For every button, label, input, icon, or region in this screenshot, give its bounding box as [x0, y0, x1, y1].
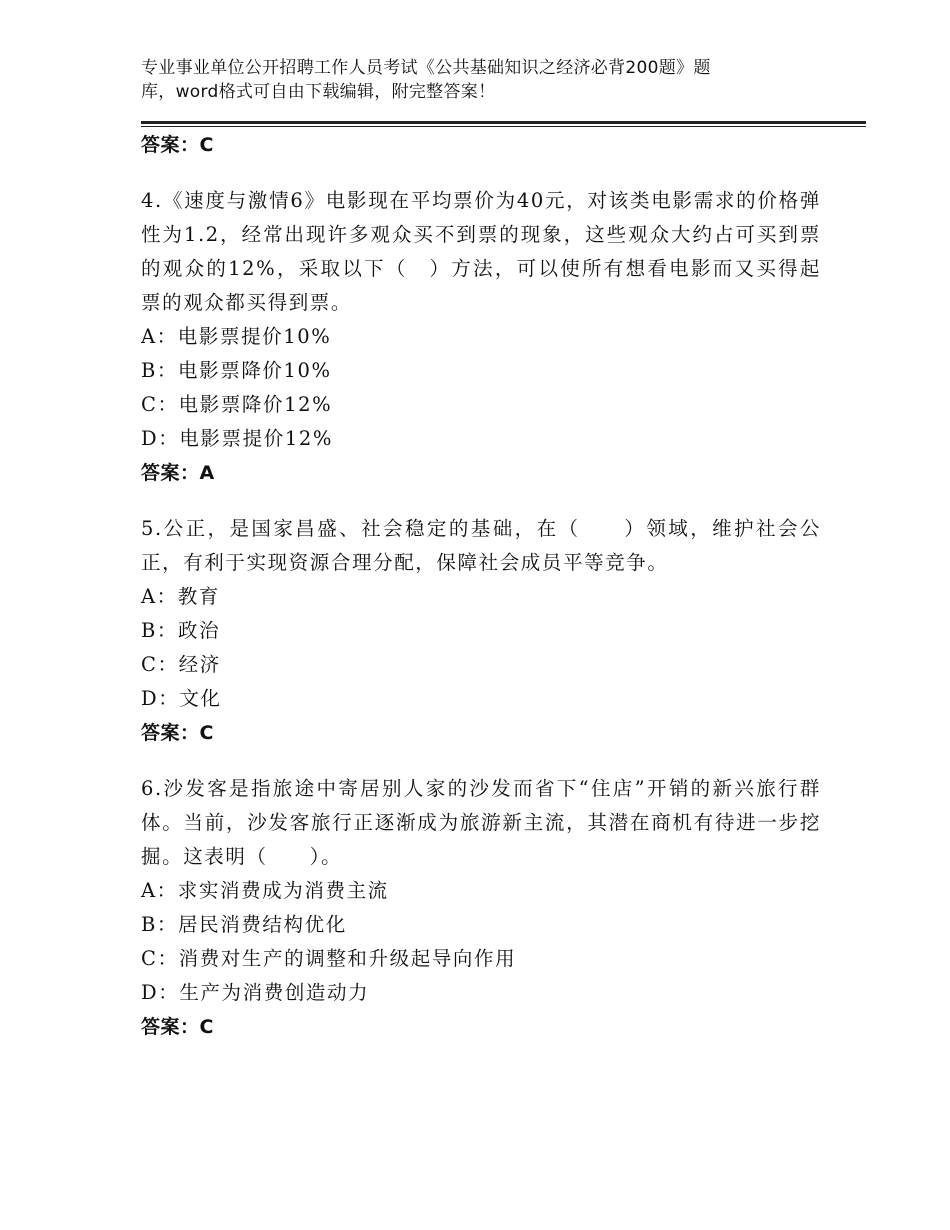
option-d: D：电影票提价12% — [141, 427, 333, 450]
option-c: C：经济 — [141, 653, 221, 676]
answer-label: 答案：C — [141, 1016, 214, 1038]
option-a: A：教育 — [141, 585, 220, 608]
question-text: 6.沙发客是指旅途中寄居别人家的沙发而省下“住店”开销的新兴旅行群体。当前，沙发客旅行正逐渐成为旅游新主流，其潜在商机有待进一步挖掘。这表明（ ）。 — [141, 777, 821, 868]
option-d: D：文化 — [141, 687, 222, 710]
question-list — [141, 128, 821, 1044]
header-title-line-2: 库，word格式可自由下载编辑，附完整答案！ — [141, 82, 496, 102]
header-rule-thin — [141, 126, 866, 127]
option-a: A：求实消费成为消费主流 — [141, 879, 389, 902]
question-block — [141, 772, 821, 1044]
option-a: A：电影票提价10% — [141, 325, 332, 348]
previous-answer: 答案：C — [141, 134, 214, 156]
answer-label: 答案：A — [141, 462, 215, 484]
answer-label: 答案：C — [141, 722, 214, 744]
header-title-line-1: 专业事业单位公开招聘工作人员考试《公共基础知识之经济必背200题》题 — [141, 58, 711, 78]
document-header — [141, 56, 821, 104]
option-c: C：电影票降价12% — [141, 393, 333, 416]
header-rule-thick — [141, 121, 866, 124]
option-d: D：生产为消费创造动力 — [141, 981, 370, 1004]
question-text: 5.公正，是国家昌盛、社会稳定的基础，在（ ）领域，维护社会公正，有利于实现资源合理分配，保障社会成员平等竞争。 — [141, 517, 821, 574]
option-b: B：电影票降价10% — [141, 359, 332, 382]
option-b: B：居民消费结构优化 — [141, 913, 347, 936]
question-block — [141, 512, 821, 750]
question-text: 4.《速度与激情6》电影现在平均票价为40元，对该类电影需求的价格弹性为1.2，经常出现许多观众买不到票的现象，这些观众大约占可买到票的观众的12%，采取以下（ ）方法，可以使所有想看电影而又买得起票的观众都买得到票。 — [141, 189, 821, 314]
option-c: C：消费对生产的调整和升级起导向作用 — [141, 947, 517, 970]
option-b: B：政治 — [141, 619, 221, 642]
question-block — [141, 184, 821, 490]
